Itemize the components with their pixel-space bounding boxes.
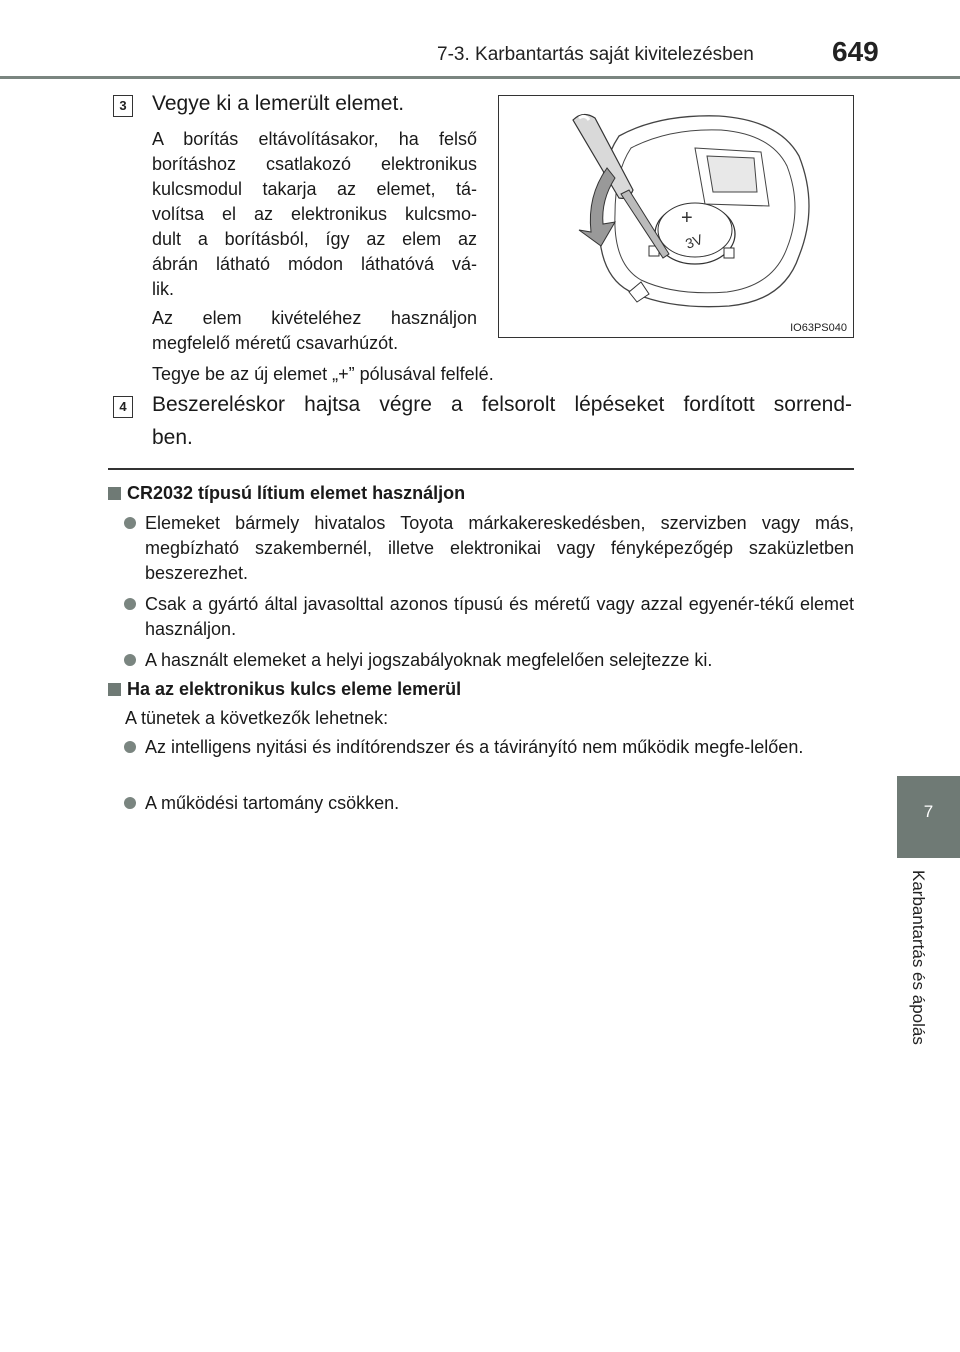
list-item-text: Elemeket bármely hivatalos Toyota márkakereskedésben, szervizben vagy más, megbízható szakembernél, illetve elektronikai vagy fényképezőgép szaküzletben beszerezhet.: [145, 513, 854, 583]
bullet-dot-icon: [124, 598, 136, 610]
header-divider: [0, 76, 960, 79]
page-header: [0, 0, 960, 80]
key-battery-illustration: [498, 95, 854, 338]
square-bullet-icon: [108, 683, 121, 696]
step-4-line-2: ben.: [152, 426, 193, 449]
list-item-text: A működési tartomány csökken.: [145, 793, 400, 813]
para-line: ábrán látható módon láthatóvá vá-: [152, 254, 477, 274]
chapter-tab: [897, 776, 960, 858]
para-line: A borítás eltávolításakor, ha felső: [152, 129, 477, 149]
list-item-text: Az intelligens nyitási és indítórendszer és a távirányító nem működik megfe-lelően.: [145, 737, 804, 757]
step-3-badge: 3: [113, 95, 133, 117]
list-item: [124, 592, 854, 642]
step-4-line-1: Beszereléskor hajtsa végre a felsorolt lépéseket fordított sorrend-: [152, 393, 852, 416]
figure-code: IO63PS040: [790, 322, 847, 334]
section-1-heading-text: CR2032 típusú lítium elemet használjon: [127, 483, 466, 503]
battery-voltage: 3V: [683, 230, 705, 252]
bullet-dot-icon: [124, 654, 136, 666]
chapter-number: 7: [923, 802, 934, 821]
para-line: lik.: [152, 279, 174, 299]
section-2-heading-text: Ha az elektronikus kulcs eleme lemerül: [127, 679, 462, 699]
section-2-heading: [108, 679, 461, 700]
chapter-title: Karbantartás és ápolás: [909, 870, 928, 1045]
battery-plus: +: [681, 207, 693, 229]
step-3-title: Vegye ki a lemerült elemet.: [152, 92, 405, 115]
bullet-dot-icon: [124, 517, 136, 529]
section-title: 7-3. Karbantartás saját kivitelezésben: [437, 44, 754, 65]
para-line: Az elem kivételéhez használjon: [152, 308, 477, 328]
bullet-dot-icon: [124, 741, 136, 753]
step-4-badge: 4: [113, 396, 133, 418]
para-line: megfelelő méretű csavarhúzót.: [152, 333, 399, 353]
list-item: [124, 735, 854, 760]
para-line: kulcsmodul takarja az elemet, tá-: [152, 179, 477, 199]
section-2-intro: A tünetek a következők lehetnek:: [125, 708, 389, 728]
step-3-paragraph-1: [152, 127, 477, 302]
list-item: [124, 791, 854, 816]
section-divider: [108, 468, 854, 470]
list-item-text: Csak a gyártó által javasolttal azonos típusú és méretű vagy azzal egyenér-tékű elemet használjon.: [145, 594, 854, 639]
list-item: [124, 511, 854, 586]
page-number: 649: [832, 36, 879, 67]
list-item: [124, 648, 854, 673]
para-line: volítsa el az elektronikus kulcsmo-: [152, 204, 477, 224]
step-3-paragraph-3: Tegye be az új elemet „+” pólusával felfelé.: [152, 364, 494, 384]
para-line: borításhoz csatlakozó elektronikus: [152, 154, 477, 174]
square-bullet-icon: [108, 487, 121, 500]
key-fob-drawing: [499, 96, 853, 337]
section-1-heading: [108, 483, 465, 504]
bullet-dot-icon: [124, 797, 136, 809]
list-item-text: A használt elemeket a helyi jogszabályoknak megfelelően selejtezze ki.: [145, 650, 713, 670]
para-line: dult a borításból, így az elem az: [152, 229, 477, 249]
step-3-paragraph-2: [152, 306, 477, 356]
